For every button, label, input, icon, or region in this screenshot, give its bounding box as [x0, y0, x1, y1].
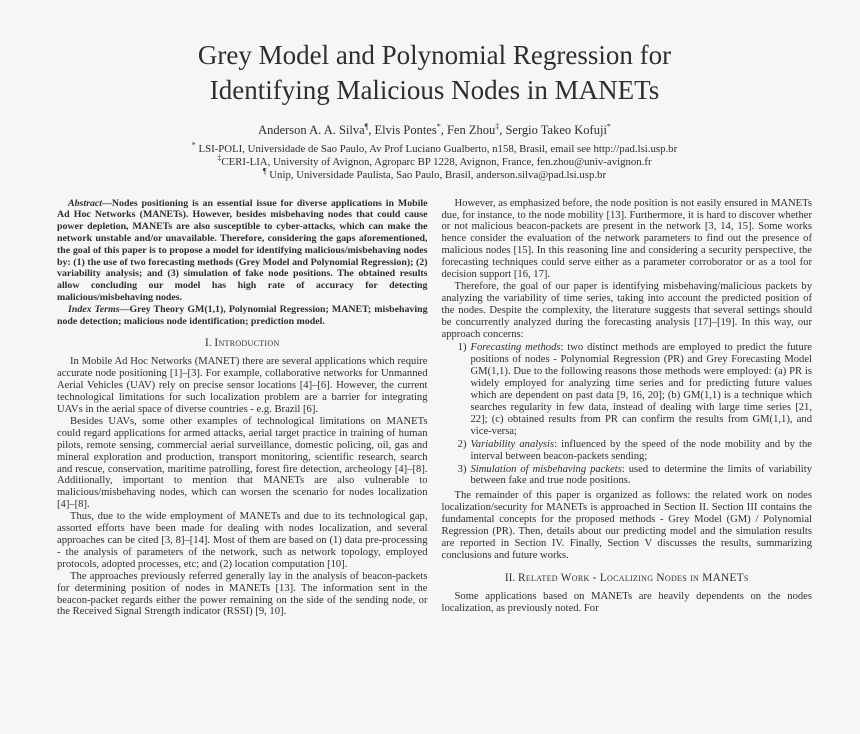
list-item-3-lead: Simulation of misbehaving packets	[470, 463, 622, 475]
author-name-4: Sergio Takeo Kofuji	[505, 123, 607, 137]
index-terms-text: Grey Theory GM(1,1), Polynomial Regression; MANET; misbehaving node detection; malicious node identification; prediction model.	[57, 303, 428, 327]
list-item-2-body	[471, 439, 813, 463]
list-item-2	[448, 439, 813, 463]
affiliation-line-3	[57, 166, 812, 182]
related-work-paragraph: Some applications based on MANETs are heavily dependents on the nodes localization, as previously noted. For	[441, 590, 812, 614]
intro-paragraph-3: Thus, due to the wide employment of MANETs and due to its technological gap, assorted efforts have been made for dealing with nodes localization, and several approaches can be cited [3, 8]–[14]. Most of them are based on (1) data pre-processing - the analysis of parameters of the network, such as network topology, employed protocols, adopted processes, etc; and (2) location computation [10].	[57, 511, 428, 570]
affiliation-mark-3: ¶	[262, 166, 267, 176]
abstract-lead: Abstract	[68, 197, 103, 209]
list-item-2-lead: Variability analysis	[470, 438, 555, 450]
list-item-1-body	[471, 342, 813, 437]
abstract-dash: —	[102, 197, 112, 209]
authors-line	[57, 123, 812, 138]
author-mark-3: ‡	[495, 121, 500, 131]
intro-paragraph-1: In Mobile Ad Hoc Networks (MANET) there are several applications which require accurate node positioning [1]–[3]. For example, collaborative networks for Unmanned Aerial Vehicles (UAV) rely on precise sensor locations [4]–[6]. However, the current technological limitations for such localization problem are a barrier for integrating UAVs in the aerial space of diverse countries - e.g. Brazil [6].	[57, 356, 428, 415]
affiliation-mark-2: ‡	[217, 153, 222, 163]
list-item-3	[448, 464, 813, 488]
list-item-1-number: 1)	[457, 342, 467, 354]
section-heading-introduction	[57, 337, 428, 349]
intro-paragraph-2: Besides UAVs, some other examples of technological limitations on MANETs could regard applications for armed attacks, aerial target practice in training of human pilots, remote sensing, commercial aerial surveillance, domestic policing, oil, gas and mineral exploration and production, transport monitoring, scientific research, search and rescue, conservation, maritime patrolling, forest fire detection, archeology [4]–[8]. Additionally, important to mention that MANETs are also vulnerable to malicious/misbehaving nodes, which can worsen the scenario for nodes localization [4]–[8].	[57, 415, 428, 511]
affiliation-text-3: Unip, Universidade Paulista, Sao Paulo, Brasil, anderson.silva@pad.lsi.usp.br	[266, 169, 607, 182]
body-paragraph-3: The remainder of this paper is organized as follows: the related work on nodes localization/security for MANETs is approached in Section II. Section III contains the fundamental concepts for the proposed methods - Grey Model (GM) / Polynomial Regression (PR). Then, details about our predicting model and the simulation results are reported in Section IV. Finally, Section V discusses the results, summarizing conclusions and future works.	[441, 490, 812, 561]
index-terms-paragraph	[57, 304, 428, 328]
author-mark-4: *	[606, 121, 611, 131]
list-item-2-number: 2)	[457, 438, 467, 450]
section-heading-related-work	[442, 572, 813, 584]
author-name-1: Anderson A. A. Silva	[258, 123, 365, 137]
list-item-1-text: : two distinct methods are employed to predict the future positions of nodes - Polynomial Regression (PR) and Grey Forecasting Model GM(1,1). Due to the following reasons those methods were employed: (a) PR is widely employed for analyzing time series and for predicting future values which are dependent on past data [9, 16, 20]; (b) GM(1,1) is a technique which searches regularity in few data, instead of dealing with large time series [21, 22]; (c) obtained results from PR can confirm the results from GM(1,1), and vice-versa;	[470, 342, 812, 437]
author-mark-1: ¶	[364, 121, 369, 131]
affiliations	[57, 140, 812, 183]
section-1-number: I.	[204, 337, 212, 350]
list-item-3-body	[471, 464, 813, 488]
paper-title	[57, 38, 812, 108]
author-name-2: Elvis Pontes	[374, 123, 437, 137]
right-column	[442, 198, 813, 619]
author-name-3: Fen Zhou	[446, 123, 496, 137]
section-2-number: II.	[504, 571, 516, 584]
intro-paragraph-4: The approaches previously referred generally lay in the analysis of beacon-packets for determining position of nodes in MANETs [13]. The information sent in the beacon-packet regards either the power remaining on the side of the sending node, or the Received Signal Strength indicator (RSSI) [9, 10].	[57, 570, 428, 618]
author-mark-2: *	[436, 121, 441, 131]
body-paragraph-2: Therefore, the goal of our paper is identifying misbehaving/malicious packets by analyzing the variability of time series, taking into account the predicted position of the nodes. Despite the complexity, the literature suggests that several settings should be concurrently analyzed during the forecasting analysis [17]–[19]. In this way, our approach concerns:	[441, 280, 812, 340]
section-2-title: Related Work - Localizing Nodes in MANETs	[518, 571, 749, 584]
list-item-2-text: : influenced by the speed of the node mobility and by the interval between beacon-packets sending;	[470, 438, 812, 462]
abstract-text: Nodes positioning is an essential issue for diverse applications in Mobile Ad Hoc Networks (MANETs). However, besides misbehaving nodes that could cause power depletion, MANETs are also susceptible to cyber-attacks, which can make the network unstable and/or unavailable. Therefore, considering the gaps aforementioned, the goal of this paper is to propose a model for identifying malicious/misbehaving nodes by: (1) the use of two forecasting methods (Grey Model and Polynomial Regression); (2) variability analysis; and (3) simulation of fake node positions. The obtained results allow concluding our model has high rate of accuracy for detecting malicious/misbehaving nodes.	[57, 197, 428, 303]
title-line-1: Grey Model and Polynomial Regression for	[197, 40, 672, 70]
author-sep-1: ,	[368, 123, 375, 137]
affiliation-text-2: CERI-LIA, University of Avignon, Agroparc BP 1228, Avignon, France, fen.zhou@univ-avignon.fr	[221, 156, 652, 169]
list-item-1	[448, 342, 813, 437]
approach-numbered-list	[448, 342, 813, 487]
title-line-2: Identifying Malicious Nodes in MANETs	[209, 75, 660, 105]
index-terms-dash: —	[119, 303, 130, 315]
affiliation-mark-1: *	[191, 140, 196, 150]
section-1-title: Introduction	[214, 337, 280, 350]
author-sep-2: ,	[440, 123, 447, 137]
affiliation-text-1: LSI-POLI, Universidade de Sao Paulo, Av Prof Luciano Gualberto, n158, Brasil, email see http://pad.lsi.usp.br	[195, 143, 678, 155]
affiliation-line-2	[57, 153, 812, 169]
abstract-block	[57, 198, 428, 328]
index-terms-lead: Index Terms	[68, 303, 120, 315]
list-item-3-number: 3)	[457, 463, 467, 475]
left-column	[57, 198, 428, 619]
two-column-body	[57, 198, 812, 619]
list-item-3-text: : used to determine the limits of variability between fake and true node positions.	[470, 463, 812, 487]
body-paragraph-1: However, as emphasized before, the node position is not easily ensured in MANETs due, for instance, to the node mobility [13]. Furthermore, it is hard to discover whether or not malicious beacon-packets are present in the network [3, 14, 15]. Some works hence consider the evaluation of the network parameters to find out the presence of malicious nodes [15]. In this reasoning line and considering a security perspective, the forecasting techniques could serve either as a parameter corroborator or as a tool for decision support [16, 17].	[441, 197, 812, 281]
author-sep-3: ,	[499, 123, 506, 137]
list-item-1-lead: Forecasting methods	[470, 342, 561, 354]
abstract-paragraph	[57, 198, 428, 304]
affiliation-line-1	[57, 140, 812, 156]
